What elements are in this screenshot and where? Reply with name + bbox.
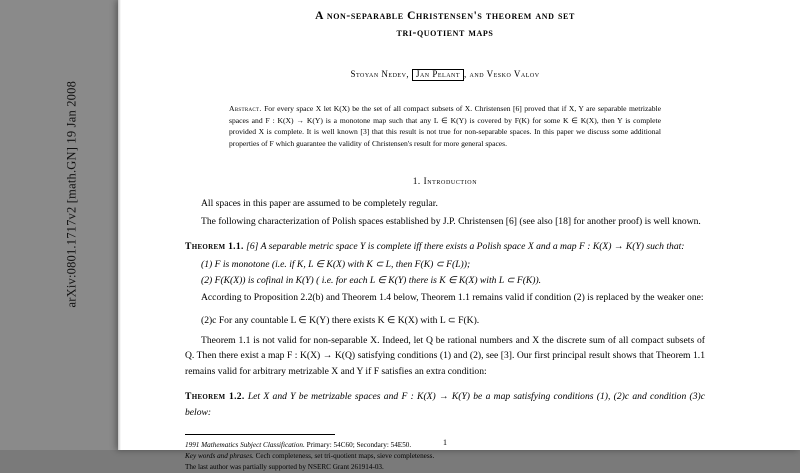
page-title (185, 8, 705, 43)
author-first: Stoyan Nedev, (350, 68, 410, 79)
paragraph-4: Theorem 1.1 is not valid for non-separable X. Indeed, let Q be rational numbers and X the discrete sum of all compact subsets of Q. Then there exist a map F : K(X) → K(Q) satisfying conditions (1) and (2), see [3]. Our first principal result shows that Theorem 1.1 remains valid for arbitrary metrizable X and Y if F satisfies an extra condition: (185, 334, 705, 377)
condition-2c: (2)c For any countable L ∈ K(Y) there exists K ∈ K(X) with L ⊂ F(K). (201, 315, 480, 327)
page-number: 1 (443, 438, 447, 447)
footnote-keywords-label: Key words and phrases. (185, 452, 254, 461)
theorem-1-1-item-2: (2) F(K(X)) is cofinal in K(Y) ( i.e. for each L ∈ K(Y) there is K ∈ K(X) with L ⊂ F(K)). (201, 275, 542, 287)
title-line-1: A non-separable Christensen's theorem and set (315, 10, 575, 22)
footnote-keywords (185, 451, 705, 462)
title-line-2: tri-quotient maps (396, 27, 494, 40)
abstract (229, 103, 661, 150)
author-list (185, 69, 705, 81)
footnote-msc-label: 1991 Mathematics Subject Classification. (185, 441, 305, 450)
theorem-1-1-text: [6] A separable metric space Y is complete iff there exists a Polish space X and a map F : K(X) → K(Y) such that: (243, 241, 685, 253)
theorem-1-1-label: Theorem 1.1. (185, 241, 244, 253)
theorem-1-2-text: Let X and Y be metrizable spaces and F : K(X) → K(Y) be a map satisfying conditions (1), (2)c and condition (3)c below: (185, 391, 705, 418)
footnote-funding: The last author was partially supported by NSERC Grant 261914-03. (185, 462, 384, 471)
author-last: , and Vesko Valov (464, 68, 540, 79)
theorem-1-1 (185, 239, 705, 255)
footnote-msc-text: Primary: 54C60; Secondary: 54E50. (304, 441, 412, 450)
paper-content (185, 0, 705, 473)
footnote-rule (185, 434, 335, 435)
paragraph-2: The following characterization of Polish spaces established by J.P. Christensen [6] (see also [18] for another proof) is well known. (201, 215, 701, 227)
author-boxed: Jan Pelant (412, 69, 464, 81)
paragraph-3: According to Proposition 2.2(b) and Theorem 1.4 below, Theorem 1.1 remains valid if condition (2) is replaced by the weaker one: (201, 291, 704, 303)
theorem-1-2 (185, 389, 705, 420)
section-heading-introduction: 1. Introduction (412, 176, 478, 186)
footnote-keywords-text: Cech completeness, set tri-quotient maps, sieve completeness. (253, 452, 435, 461)
abstract-text: For every space X let K(X) be the set of all compact subsets of X. Christensen [6] proved that if X, Y are separable metrizable spaces and F : K(X) → K(Y) is a monotone map such that any L ∈ K(Y) is covered by F(K) for some K ∈ K(X), then Y is complete provided X is complete. It is well known [3] that this result is not true for non-separable spaces. In this paper we discuss some additional properties of F which guarantee the validity of Christensen's result for more general spaces. (229, 103, 661, 149)
paragraph-1: All spaces in this paper are assumed to be completely regular. (201, 198, 438, 209)
arxiv-stamp: arXiv:0801.1717v2 [math.GN] 19 Jan 2008 (64, 80, 79, 308)
abstract-label: Abstract. (229, 103, 262, 113)
theorem-1-1-item-1: (1) F is monotone (i.e. if K, L ∈ K(X) with K ⊂ L, then F(K) ⊂ F(L)); (201, 258, 471, 270)
theorem-1-2-label: Theorem 1.2. (185, 391, 245, 403)
sheet-edge-shadow (118, 0, 121, 450)
